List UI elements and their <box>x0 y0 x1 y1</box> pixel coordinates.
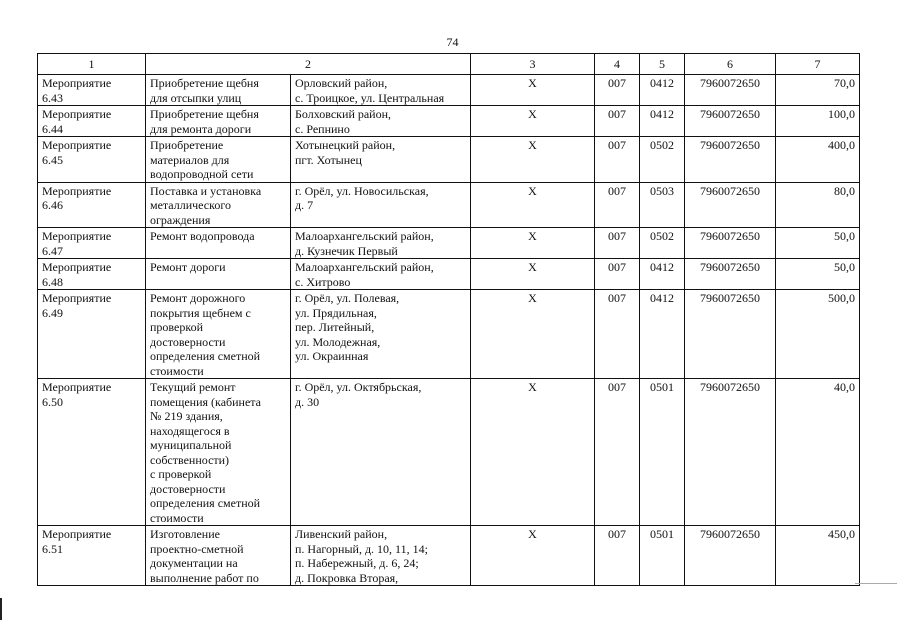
measure-id-cell-line: Мероприятие <box>42 260 112 274</box>
measure-location-cell-line: г. Орёл, ул. Новосильская, <box>295 183 429 198</box>
measure-id-cell-line: 6.47 <box>42 243 63 258</box>
col4-cell: 007 <box>595 526 640 586</box>
measure-location-cell-line: г. Орёл, ул. Полевая, <box>295 291 400 305</box>
measure-location-cell <box>291 137 471 183</box>
measure-location-cell-line: п. Набережный, д. 6, 24; <box>295 556 419 570</box>
col3-cell: Х <box>471 75 595 106</box>
measure-location-cell-line: Малоархангельский район, <box>295 260 434 274</box>
col4-cell: 007 <box>595 182 640 228</box>
measure-id-cell-line: 6.48 <box>42 274 63 289</box>
measure-location-cell-line: Орловский район, <box>295 76 388 90</box>
amount-cell: 500,0 <box>776 290 860 379</box>
measure-name-cell-line: № 219 здания, <box>150 409 223 423</box>
col5-cell: 0502 <box>640 228 685 259</box>
table-row <box>38 379 860 526</box>
measure-name-cell <box>146 290 291 379</box>
measure-id-cell <box>38 379 146 526</box>
measure-name-cell <box>146 228 291 259</box>
measure-id-cell-line: Мероприятие <box>42 380 112 394</box>
measure-location-cell-line: с. Хитрово <box>295 274 351 289</box>
measure-id-cell <box>38 526 146 586</box>
measure-id-cell <box>38 182 146 228</box>
measure-name-cell-line: Изготовление <box>150 527 220 541</box>
col6-cell: 7960072650 <box>685 290 776 379</box>
page-number: 74 <box>446 35 459 49</box>
header-col-7: 7 <box>776 54 860 75</box>
measure-name-cell-line: определения сметной <box>150 496 261 510</box>
measure-location-cell <box>291 526 471 586</box>
measure-id-cell-line: Мероприятие <box>42 183 112 198</box>
col3-cell: Х <box>471 137 595 183</box>
measure-name-cell <box>146 526 291 586</box>
col5-cell: 0412 <box>640 106 685 137</box>
measure-location-cell-line: г. Орёл, ул. Октябрьская, <box>295 380 422 394</box>
col4-cell: 007 <box>595 228 640 259</box>
amount-cell: 450,0 <box>776 526 860 586</box>
measure-name-cell-line: Поставка и установка <box>150 183 262 198</box>
table-row <box>38 137 860 183</box>
measure-location-cell-line: Хотынецкий район, <box>295 138 396 152</box>
measure-location-cell-line: д. Кузнечик Первый <box>295 243 398 258</box>
measure-name-cell <box>146 106 291 137</box>
measure-name-cell-line: ограждения <box>150 212 211 227</box>
header-col-2: 2 <box>146 54 471 75</box>
col4-cell: 007 <box>595 290 640 379</box>
header-col-4: 4 <box>595 54 640 75</box>
amount-cell: 50,0 <box>776 228 860 259</box>
measure-name-cell-line: Приобретение щебня <box>150 76 259 90</box>
measure-location-cell-line: пер. Литейный, <box>295 320 375 334</box>
measure-id-cell-line: 6.43 <box>42 90 63 105</box>
scan-edge-mark <box>0 598 2 620</box>
measure-id-cell-line: 6.49 <box>42 305 63 320</box>
measure-name-cell-line: определения сметной <box>150 349 261 363</box>
measure-name-cell-line: выполнение работ по <box>150 570 259 585</box>
table-row <box>38 106 860 137</box>
col5-cell: 0501 <box>640 526 685 586</box>
measure-name-cell-line: Текущий ремонт <box>150 380 236 394</box>
measure-id-cell <box>38 259 146 290</box>
measure-name-cell-line: собственности) <box>150 452 230 467</box>
table-row <box>38 290 860 379</box>
header-col-1: 1 <box>38 54 146 75</box>
measure-id-cell <box>38 290 146 379</box>
measure-name-cell-line: достоверности <box>150 334 226 349</box>
table-row <box>38 526 860 586</box>
measure-name-cell-line: стоимости <box>150 363 204 378</box>
col5-cell: 0501 <box>640 379 685 526</box>
col6-cell: 7960072650 <box>685 228 776 259</box>
measure-name-cell-line: покрытия щебнем с <box>150 305 251 320</box>
col6-cell: 7960072650 <box>685 379 776 526</box>
measure-location-cell-line: ул. Окраинная <box>295 349 369 363</box>
amount-cell: 50,0 <box>776 259 860 290</box>
measure-name-cell-line: находящегося в <box>150 423 230 438</box>
measure-location-cell-line: д. 7 <box>295 198 314 212</box>
col5-cell: 0412 <box>640 259 685 290</box>
measure-id-cell-line: 6.45 <box>42 152 63 167</box>
amount-cell: 40,0 <box>776 379 860 526</box>
measure-id-cell-line: Мероприятие <box>42 291 112 305</box>
measure-name-cell <box>146 259 291 290</box>
measure-name-cell-line: проверкой <box>150 320 203 334</box>
header-col-5: 5 <box>640 54 685 75</box>
measure-name-cell-line: материалов для <box>150 152 230 167</box>
measure-id-cell <box>38 137 146 183</box>
col6-cell: 7960072650 <box>685 259 776 290</box>
col3-cell: Х <box>471 106 595 137</box>
measure-name-cell-line: Ремонт водопровода <box>150 229 255 243</box>
measure-name-cell-line: металлического <box>150 198 231 212</box>
col3-cell: Х <box>471 290 595 379</box>
measure-name-cell-line: водопроводной сети <box>150 167 254 181</box>
measure-location-cell-line: с. Троицкое, ул. Центральная <box>295 90 445 105</box>
col3-cell: Х <box>471 526 595 586</box>
measure-location-cell-line: ул. Прядильная, <box>295 305 377 320</box>
measure-name-cell-line: документации на <box>150 556 238 570</box>
measure-name-cell-line: стоимости <box>150 510 204 525</box>
measure-location-cell-line: Ливенский район, <box>295 527 388 541</box>
col4-cell: 007 <box>595 106 640 137</box>
measure-name-cell <box>146 182 291 228</box>
measure-location-cell <box>291 379 471 526</box>
amount-cell: 100,0 <box>776 106 860 137</box>
measure-id-cell-line: Мероприятие <box>42 138 112 152</box>
col4-cell: 007 <box>595 259 640 290</box>
measure-id-cell-line: Мероприятие <box>42 107 112 121</box>
measure-location-cell-line: д. 30 <box>295 394 320 409</box>
col6-cell: 7960072650 <box>685 182 776 228</box>
measure-name-cell-line: для ремонта дороги <box>150 121 252 136</box>
measure-location-cell <box>291 259 471 290</box>
measure-location-cell <box>291 182 471 228</box>
measure-name-cell-line: Ремонт дороги <box>150 260 226 274</box>
measure-location-cell-line: ул. Молодежная, <box>295 334 381 349</box>
measure-id-cell-line: 6.51 <box>42 541 63 556</box>
table-row <box>38 75 860 106</box>
budget-table <box>37 53 860 586</box>
measure-name-cell-line: Приобретение щебня <box>150 107 259 121</box>
col4-cell: 007 <box>595 379 640 526</box>
col4-cell: 007 <box>595 75 640 106</box>
col3-cell: Х <box>471 259 595 290</box>
measure-location-cell-line: Малоархангельский район, <box>295 229 434 243</box>
header-row <box>38 54 860 75</box>
header-col-3: 3 <box>471 54 595 75</box>
measure-name-cell-line: Приобретение <box>150 138 224 152</box>
measure-name-cell-line: помещения (кабинета <box>150 394 262 409</box>
col3-cell: Х <box>471 379 595 526</box>
table-row <box>38 182 860 228</box>
amount-cell: 400,0 <box>776 137 860 183</box>
measure-location-cell-line: с. Репнино <box>295 121 350 136</box>
measure-location-cell <box>291 106 471 137</box>
measure-location-cell <box>291 75 471 106</box>
amount-cell: 80,0 <box>776 182 860 228</box>
measure-id-cell-line: 6.44 <box>42 121 63 136</box>
col6-cell: 7960072650 <box>685 526 776 586</box>
table-row <box>38 259 860 290</box>
amount-cell: 70,0 <box>776 75 860 106</box>
col5-cell: 0502 <box>640 137 685 183</box>
col6-cell: 7960072650 <box>685 106 776 137</box>
measure-name-cell-line: для отсыпки улиц <box>150 90 242 105</box>
measure-name-cell-line: с проверкой <box>150 467 212 481</box>
measure-id-cell <box>38 228 146 259</box>
measure-id-cell <box>38 106 146 137</box>
table-row <box>38 228 860 259</box>
scan-dash-mark <box>855 583 897 584</box>
col3-cell: Х <box>471 182 595 228</box>
measure-id-cell-line: Мероприятие <box>42 76 112 90</box>
measure-location-cell-line: Болховский район, <box>295 107 392 121</box>
col3-cell: Х <box>471 228 595 259</box>
col6-cell: 7960072650 <box>685 137 776 183</box>
measure-name-cell-line: муниципальной <box>150 438 232 452</box>
measure-name-cell-line: достоверности <box>150 481 226 496</box>
col5-cell: 0412 <box>640 75 685 106</box>
col6-cell: 7960072650 <box>685 75 776 106</box>
measure-id-cell <box>38 75 146 106</box>
measure-location-cell-line: п. Нагорный, д. 10, 11, 14; <box>295 541 428 556</box>
measure-location-cell <box>291 290 471 379</box>
header-col-6: 6 <box>685 54 776 75</box>
col4-cell: 007 <box>595 137 640 183</box>
measure-id-cell-line: Мероприятие <box>42 229 112 243</box>
col5-cell: 0412 <box>640 290 685 379</box>
measure-id-cell-line: Мероприятие <box>42 527 112 541</box>
measure-id-cell-line: 6.50 <box>42 394 63 409</box>
measure-name-cell-line: проектно-сметной <box>150 541 244 556</box>
measure-name-cell-line: Ремонт дорожного <box>150 291 246 305</box>
measure-location-cell <box>291 228 471 259</box>
measure-location-cell-line: пгт. Хотынец <box>295 152 362 167</box>
measure-name-cell <box>146 379 291 526</box>
measure-name-cell <box>146 137 291 183</box>
measure-id-cell-line: 6.46 <box>42 198 63 212</box>
measure-location-cell-line: д. Покровка Вторая, <box>295 570 399 585</box>
col5-cell: 0503 <box>640 182 685 228</box>
measure-name-cell <box>146 75 291 106</box>
